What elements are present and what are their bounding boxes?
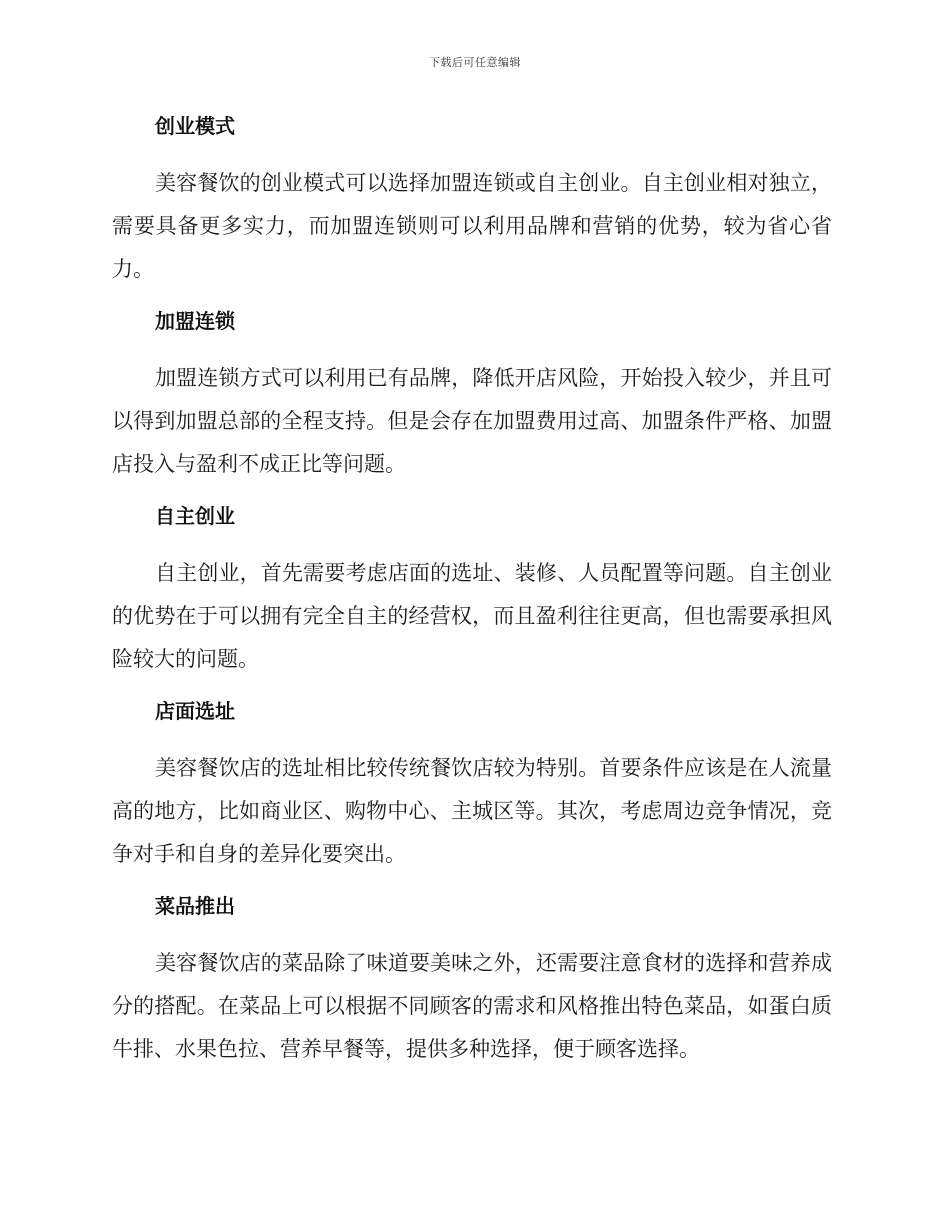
section-heading: 加盟连锁 (155, 309, 235, 333)
section-heading: 创业模式 (155, 114, 235, 138)
section-store-location (112, 695, 832, 876)
section-franchise (112, 305, 832, 486)
document-content (112, 110, 832, 1085)
section-heading: 自主创业 (155, 504, 235, 528)
section-menu-launch (112, 890, 832, 1071)
section-paragraph: 美容餐饮的创业模式可以选择加盟连锁或自主创业。自主创业相对独立，需要具备更多实力，而加盟连锁则可以利用品牌和营销的优势，较为省心省力。 (112, 171, 832, 281)
section-paragraph: 美容餐饮店的菜品除了味道要美味之外，还需要注意食材的选择和营养成分的搭配。在菜品上可以根据不同顾客的需求和风格推出特色菜品，如蛋白质牛排、水果色拉、营养早餐等，提供多种选择，便于顾客选择。 (112, 951, 832, 1061)
section-self-employment (112, 500, 832, 681)
section-heading: 店面选址 (155, 699, 235, 723)
section-heading: 菜品推出 (155, 894, 235, 918)
section-paragraph: 加盟连锁方式可以利用已有品牌，降低开店风险，开始投入较少，并且可以得到加盟总部的全程支持。但是会存在加盟费用过高、加盟条件严格、加盟店投入与盈利不成正比等问题。 (112, 366, 832, 476)
section-paragraph: 美容餐饮店的选址相比较传统餐饮店较为特别。首要条件应该是在人流量高的地方，比如商业区、购物中心、主城区等。其次，考虑周边竞争情况，竞争对手和自身的差异化要突出。 (112, 756, 832, 866)
page-header: 下载后可任意编辑 (429, 56, 521, 69)
section-paragraph: 自主创业，首先需要考虑店面的选址、装修、人员配置等问题。自主创业的优势在于可以拥有完全自主的经营权，而且盈利往往更高，但也需要承担风险较大的问题。 (112, 561, 832, 671)
section-business-model (112, 110, 832, 291)
